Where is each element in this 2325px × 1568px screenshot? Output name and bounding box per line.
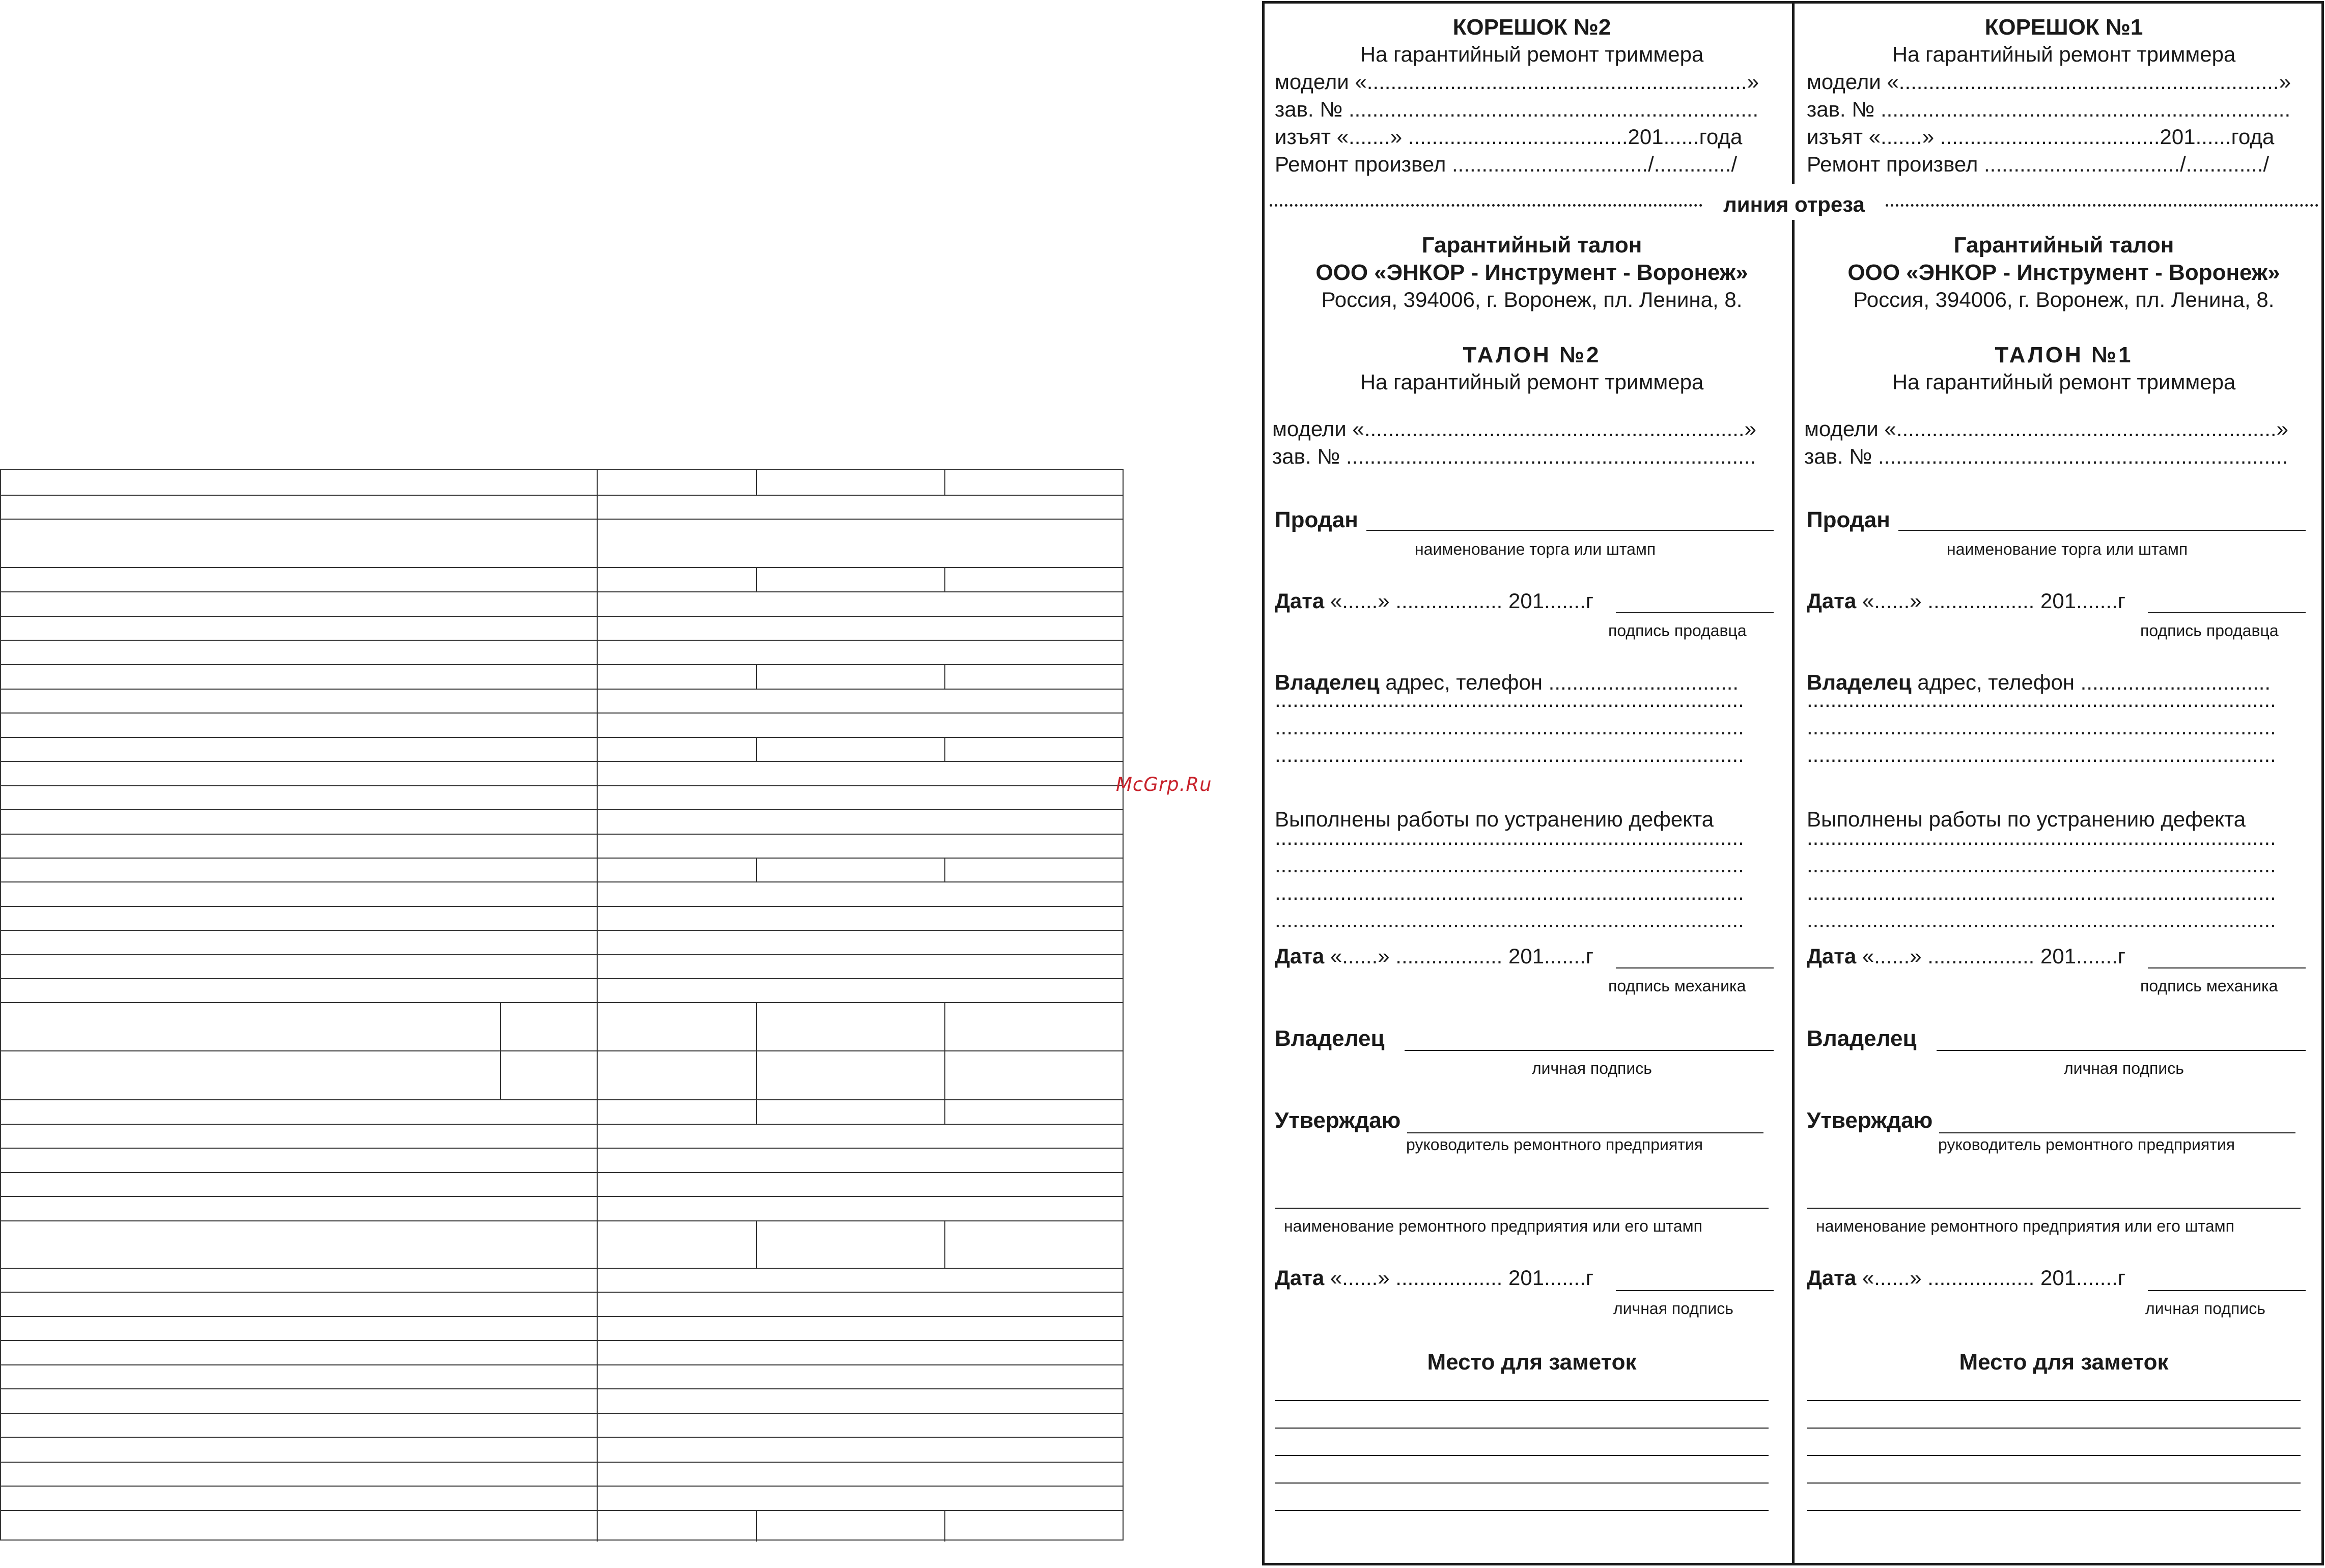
stub-subtitle: На гарантийный ремонт триммера [1892, 42, 2236, 66]
date-underline [2148, 612, 2306, 613]
sold-underline [1366, 530, 1774, 531]
stub-serial: зав. № ..................................................................... [1807, 97, 2291, 121]
approve-label: Утверждаю [1807, 1108, 1933, 1133]
grid-column-line [944, 858, 945, 881]
grid-column-line [756, 567, 757, 591]
grid-row-line [1, 881, 1123, 882]
enterprise-underline [1275, 1208, 1769, 1209]
grid-row-line [1, 1220, 1123, 1221]
notes-line [1807, 1483, 2301, 1484]
grid-row-line [1, 712, 1123, 714]
grid-column-line [500, 1002, 501, 1099]
grid-row-line [1, 1364, 1123, 1365]
owner-sign-underline [1405, 1050, 1774, 1051]
grid-row-line [1, 930, 1123, 931]
personal-sign-caption: личная подпись [1532, 1059, 1652, 1077]
owner-address-phone: адрес, телефон ................................ [1917, 670, 2271, 694]
mechanic-sign-caption: подпись механика [1608, 977, 1746, 995]
dotted-line: ............................................................................... [1275, 825, 1744, 849]
dotted-line: ............................................................................... [1275, 880, 1744, 904]
mechanic-sign-caption: подпись механика [2140, 977, 2278, 995]
date-label: Дата [1275, 1266, 1325, 1290]
grid-row-line [1, 1002, 1123, 1003]
talon-divider [1792, 220, 1795, 1563]
grid-row-line [1, 1413, 1123, 1414]
personal-sign-caption: личная подпись [1613, 1299, 1733, 1318]
seller-sign-caption: подпись продавца [2140, 621, 2279, 640]
grid-column-line [597, 470, 598, 1542]
grid-row-line [1, 1099, 1123, 1100]
owner-sign-label: Владелец [1807, 1026, 1917, 1051]
grid-row-line [1, 954, 1123, 955]
grid-row-line [1, 785, 1123, 786]
date-value: «......» .................. 201.......г [1862, 944, 2126, 968]
grid-column-line [756, 664, 757, 689]
approve-underline [1407, 1132, 1763, 1133]
stub-serial: зав. № ..................................................................... [1275, 97, 1759, 121]
grid-row-line [1, 567, 1123, 568]
notes-line [1807, 1400, 2301, 1401]
enterprise-underline [1807, 1208, 2301, 1209]
grid-column-line [756, 737, 757, 761]
date-underline [2148, 1290, 2306, 1291]
grid-column-line [944, 664, 945, 689]
cut-line-label: линия отреза [1713, 192, 1875, 217]
owner-sign-label: Владелец [1275, 1026, 1385, 1051]
grid-column-line [944, 1510, 945, 1542]
grid-row-line [1, 495, 1123, 496]
grid-row-line [1, 1316, 1123, 1317]
company-name: ООО «ЭНКОР - Инструмент - Воронеж» [1315, 260, 1748, 285]
warranty-form [1262, 1, 2324, 1565]
grid-row-line [1, 1486, 1123, 1487]
grid-column-line [944, 737, 945, 761]
talon-model: модели «................................................................» [1804, 417, 2288, 441]
date-value: «......» .................. 201.......г [1330, 944, 1594, 968]
cut-line-dots-right [1886, 204, 2318, 207]
notes-line [1275, 1428, 1769, 1429]
grid-row-line [1, 906, 1123, 907]
stub-divider [1792, 4, 1795, 184]
grid-column-line [944, 1220, 945, 1268]
company-address: Россия, 394006, г. Воронеж, пл. Ленина, 8. [1321, 288, 1743, 311]
cut-line-dots-left [1270, 204, 1702, 207]
sold-caption: наименование торга или штамп [1947, 540, 2188, 558]
grid-column-line [944, 567, 945, 591]
grid-row-line [1, 689, 1123, 690]
date-label: Дата [1275, 589, 1325, 613]
notes-title: Место для заметок [1959, 1350, 2169, 1375]
grid-row-line [1, 761, 1123, 762]
works-done: Выполнены работы по устранению дефекта [1807, 807, 2246, 831]
date-underline [1616, 1290, 1774, 1291]
date-row [1275, 1265, 1593, 1291]
seller-sign-caption: подпись продавца [1608, 621, 1747, 640]
date-row [1275, 588, 1593, 614]
grid-column-line [756, 470, 757, 495]
dotted-line: ............................................................................... [1807, 825, 2276, 849]
grid-row-line [1, 809, 1123, 810]
sold-underline [1898, 530, 2306, 531]
grid-row-line [1, 664, 1123, 665]
stub-title: КОРЕШОК №2 [1452, 15, 1611, 40]
grid-row-line [1, 591, 1123, 592]
date-value: «......» .................. 201.......г [1330, 1266, 1594, 1290]
grid-row-line [1, 519, 1123, 520]
date-value: «......» .................. 201.......г [1862, 589, 2126, 613]
owner-label: Владелец [1275, 670, 1380, 694]
grid-row-line [1, 1462, 1123, 1463]
talon-subtitle: На гарантийный ремонт триммера [1360, 370, 1704, 394]
notes-title: Место для заметок [1427, 1350, 1637, 1375]
personal-sign-caption: личная подпись [2064, 1059, 2184, 1077]
dotted-line: ............................................................................... [1807, 908, 2276, 932]
talon-subtitle: На гарантийный ремонт триммера [1892, 370, 2236, 394]
notes-line [1275, 1510, 1769, 1511]
grid-column-line [944, 470, 945, 495]
notes-line [1807, 1455, 2301, 1456]
dotted-line: ............................................................................... [1275, 715, 1744, 739]
date-underline [2148, 967, 2306, 968]
works-done: Выполнены работы по устранению дефекта [1275, 807, 1714, 831]
stub-withdrawn: изъят «.......» .....................................201......года [1807, 125, 2275, 149]
stub-repair: Ремонт произвел ................................./............./ [1275, 152, 1738, 176]
personal-sign-caption: личная подпись [2145, 1299, 2265, 1318]
grid-row-line [1, 834, 1123, 835]
grid-row-line [1, 737, 1123, 738]
grid-row-line [1, 616, 1123, 617]
grid-row-line [1, 1124, 1123, 1125]
date-value: «......» .................. 201.......г [1330, 589, 1594, 613]
talon-serial: зав. № ..................................................................... [1272, 444, 1756, 468]
approve-caption: руководитель ремонтного предприятия [1938, 1135, 2235, 1154]
talon-title: ТАЛОН №1 [1995, 343, 2133, 367]
stub-model: модели «................................................................» [1275, 70, 1759, 94]
grid-row-line [1, 1437, 1123, 1438]
company-address: Россия, 394006, г. Воронеж, пл. Ленина, 8. [1853, 288, 2275, 311]
dotted-line: ............................................................................... [1275, 908, 1744, 932]
grid-row-line [1, 1388, 1123, 1389]
grid-column-line [944, 1002, 945, 1124]
cut-line [1265, 192, 2321, 217]
date-label: Дата [1807, 944, 1857, 968]
dotted-line: ............................................................................... [1275, 743, 1744, 766]
stub-title: КОРЕШОК №1 [1984, 15, 2143, 40]
notes-line [1275, 1455, 1769, 1456]
stub-withdrawn: изъят «.......» .....................................201......года [1275, 125, 1743, 149]
date-label: Дата [1807, 589, 1857, 613]
approve-caption: руководитель ремонтного предприятия [1406, 1135, 1703, 1154]
stub-subtitle: На гарантийный ремонт триммера [1360, 42, 1704, 66]
grid-row-line [1, 1340, 1123, 1341]
notes-line [1807, 1510, 2301, 1511]
grid-column-line [756, 1510, 757, 1542]
dotted-line: ............................................................................... [1807, 853, 2276, 877]
grid-row-line [1, 640, 1123, 641]
grid-column-line [756, 1002, 757, 1124]
grid-row-line [1, 858, 1123, 859]
grid-row-line [1, 1292, 1123, 1293]
talon-header: Гарантийный талон [1421, 233, 1642, 258]
notes-line [1275, 1400, 1769, 1401]
dotted-line: ............................................................................... [1275, 688, 1744, 711]
notes-line [1275, 1483, 1769, 1484]
dotted-line: ............................................................................... [1807, 880, 2276, 904]
talon-serial: зав. № ..................................................................... [1804, 444, 2288, 468]
grid-row-line [1, 978, 1123, 979]
dotted-line: ............................................................................... [1275, 853, 1744, 877]
sold-label: Продан [1275, 507, 1358, 532]
date-label: Дата [1807, 1266, 1857, 1290]
date-underline [1616, 967, 1774, 968]
owner-label: Владелец [1807, 670, 1912, 694]
dotted-line: ............................................................................... [1807, 688, 2276, 711]
watermark: McGrp.Ru [1116, 774, 1212, 795]
grid-row-line [1, 1172, 1123, 1173]
empty-table-grid [0, 469, 1124, 1541]
stub-model: модели «................................................................» [1807, 70, 2291, 94]
dotted-line: ............................................................................... [1807, 715, 2276, 739]
grid-row-line [1, 1510, 1123, 1511]
grid-row-line [1, 1196, 1123, 1197]
grid-row-line [1, 1050, 1123, 1051]
date-row [1807, 943, 2125, 970]
approve-label: Утверждаю [1275, 1108, 1401, 1133]
grid-row-line [1, 1268, 1123, 1269]
grid-column-line [756, 1220, 757, 1268]
stub-repair: Ремонт произвел ................................./............./ [1807, 152, 2270, 176]
talon-title: ТАЛОН №2 [1463, 343, 1601, 367]
grid-row-line [1, 1148, 1123, 1149]
sold-caption: наименование торга или штамп [1415, 540, 1656, 558]
grid-column-line [756, 858, 757, 881]
talon-header: Гарантийный талон [1953, 233, 2174, 258]
talon-model: модели «................................................................» [1272, 417, 1756, 441]
enterprise-caption: наименование ремонтного предприятия или его штамп [1816, 1217, 2234, 1235]
date-value: «......» .................. 201.......г [1862, 1266, 2126, 1290]
dotted-line: ............................................................................... [1807, 743, 2276, 766]
approve-underline [1939, 1132, 2295, 1133]
date-row [1275, 943, 1593, 970]
company-name: ООО «ЭНКОР - Инструмент - Воронеж» [1847, 260, 2280, 285]
date-underline [1616, 612, 1774, 613]
date-row [1807, 588, 2125, 614]
enterprise-caption: наименование ремонтного предприятия или его штамп [1284, 1217, 1702, 1235]
notes-line [1807, 1428, 2301, 1429]
sold-label: Продан [1807, 507, 1890, 532]
date-label: Дата [1275, 944, 1325, 968]
owner-sign-underline [1937, 1050, 2306, 1051]
date-row [1807, 1265, 2125, 1291]
owner-address-phone: адрес, телефон ................................ [1385, 670, 1739, 694]
